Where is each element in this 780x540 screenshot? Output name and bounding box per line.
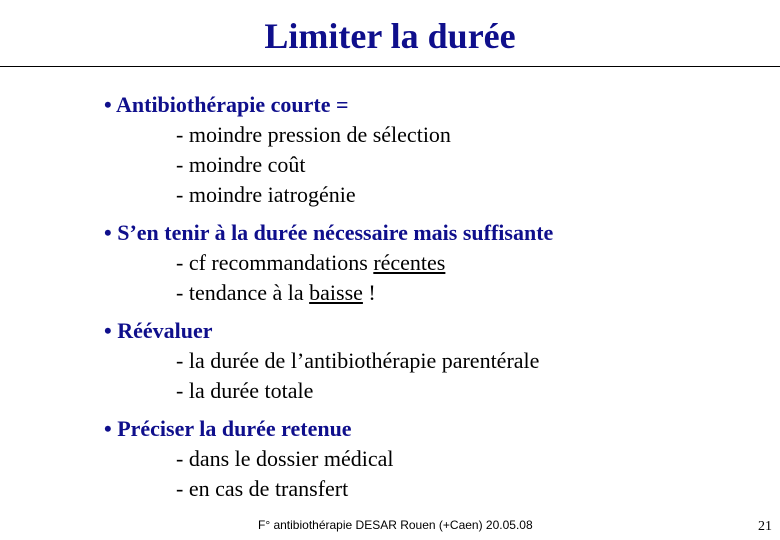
slide-body <box>104 90 764 504</box>
sub-item: - moindre pression de sélection <box>176 122 451 147</box>
title-divider <box>0 66 780 67</box>
sub-item-prefix: - cf recommandations <box>176 250 374 275</box>
bullet-antibiotherapie-courte: • Antibiothérapie courte = <box>104 92 349 117</box>
slide-title: Limiter la durée <box>264 16 516 56</box>
footer-text: F° antibiothérapie DESAR Rouen (+Caen) 20.05.08 <box>258 518 533 532</box>
sub-item-suffix: ! <box>362 280 376 305</box>
underlined-word: baisse <box>309 280 363 305</box>
bullet-preciser-duree: • Préciser la durée retenue <box>104 416 352 441</box>
page-number: 21 <box>758 519 772 534</box>
sub-item: - dans le dossier médical <box>176 446 394 471</box>
sub-item: - moindre iatrogénie <box>176 182 356 207</box>
sub-item-prefix: - tendance à la <box>176 280 310 305</box>
sub-item: - en cas de transfert <box>176 476 349 501</box>
bullet-reevaluer: • Réévaluer <box>104 318 213 343</box>
sub-item <box>176 248 764 278</box>
sub-item: - la durée totale <box>176 378 314 403</box>
bullet-duree-necessaire: • S’en tenir à la durée nécessaire mais suffisante <box>104 220 554 245</box>
sub-item <box>176 278 764 308</box>
sub-item: - la durée de l’antibiothérapie parentérale <box>176 348 540 373</box>
sub-item: - moindre coût <box>176 152 306 177</box>
underlined-word: récentes <box>373 250 446 275</box>
